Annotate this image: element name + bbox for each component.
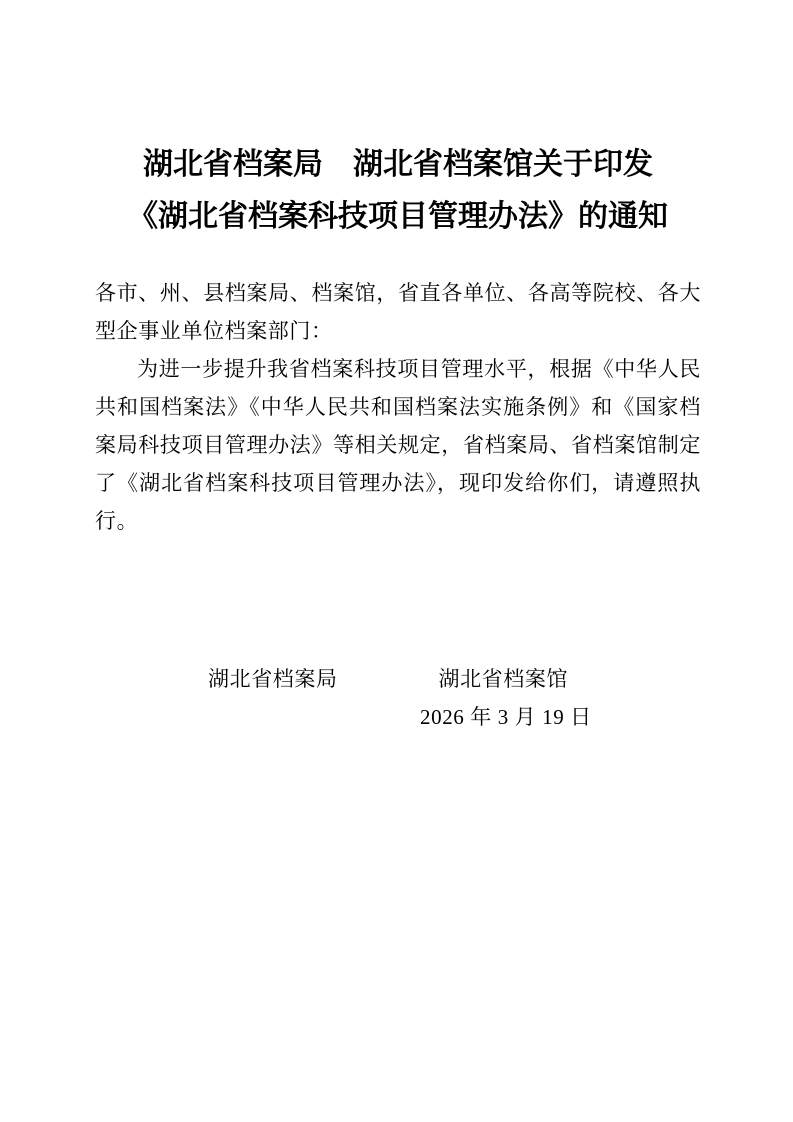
signature-date: 2026 年 3 月 19 日 xyxy=(420,705,592,729)
document-content xyxy=(0,139,793,736)
paragraph-salutation: 各市、州、县档案局、档案馆，省直各单位、各高等院校、各大型企事业单位档案部门： xyxy=(95,281,701,343)
signature-block xyxy=(95,660,701,736)
signature-org-2: 湖北省档案馆 xyxy=(438,667,569,691)
document-title-line-1: 湖北省档案局 湖北省档案馆关于印发 xyxy=(143,148,653,181)
paragraph-main: 为进一步提升我省档案科技项目管理水平，根据《中华人民共和国档案法》《中华人民共和国档案法实施条例》和《国家档案局科技项目管理办法》等相关规定，省档案局、省档案馆制定了《湖北省档案科技项目管理办法》，现印发给你们，请遵照执行。 xyxy=(95,357,701,533)
signature-orgs-line xyxy=(95,660,701,698)
document-title xyxy=(95,139,701,243)
signature-org-1: 湖北省档案局 xyxy=(208,667,338,691)
document-title-line-2: 《湖北省档案科技项目管理办法》的通知 xyxy=(128,200,668,233)
document-body xyxy=(95,274,701,540)
